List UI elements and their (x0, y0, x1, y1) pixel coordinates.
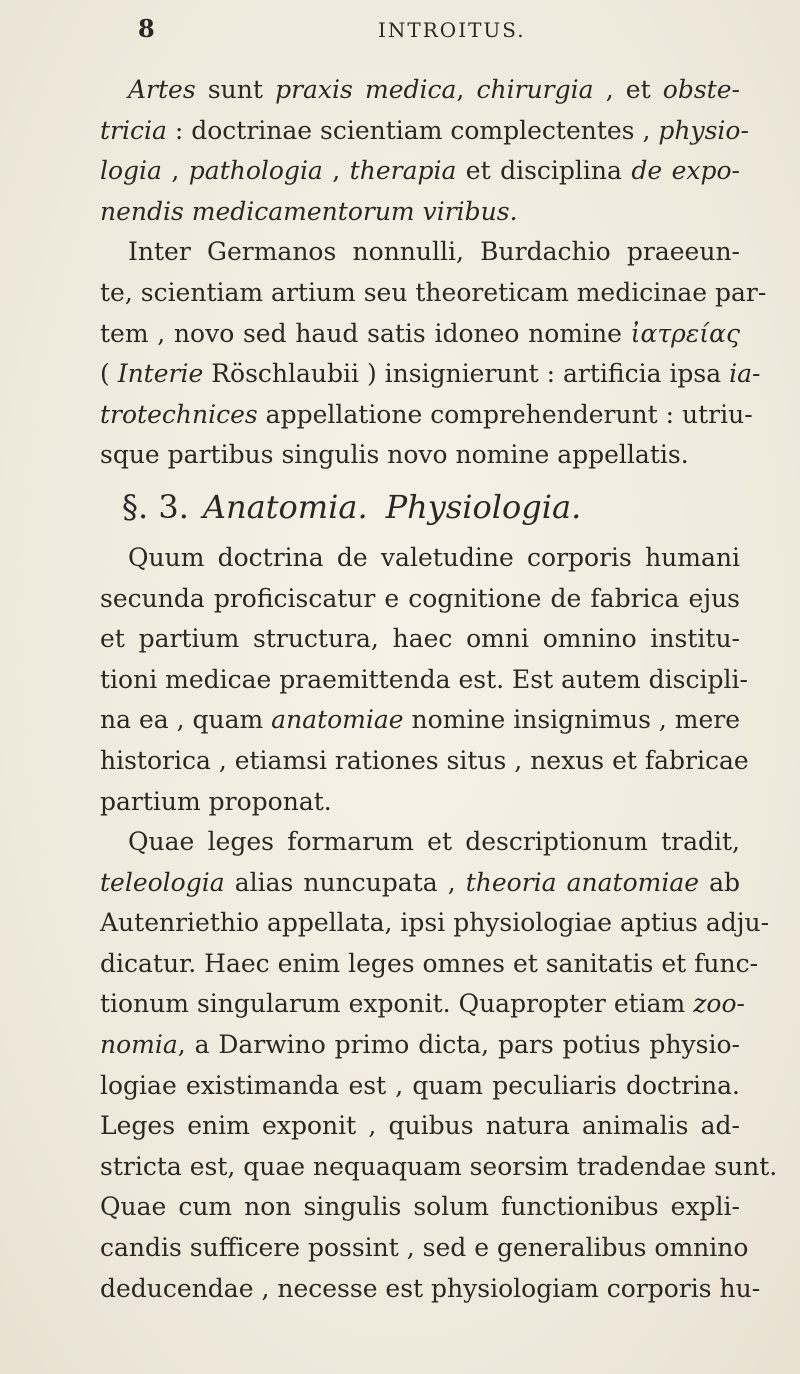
text-run: sunt (195, 75, 276, 104)
term-theoria-anatomiae: theoria anatomiae (465, 867, 700, 897)
term-physiologia: physio- (658, 115, 749, 145)
text-line (100, 700, 740, 741)
text-line: tioni medicae praemittenda est. Est autem discipli- (100, 664, 748, 694)
text-run: nomine insignimus , mere (403, 705, 740, 735)
text-line: candis sufficere possint , sed e generalibus omnino (100, 1233, 749, 1263)
section-heading (100, 476, 740, 538)
text-line: Quae leges formarum et descriptionum tradit, (128, 827, 740, 857)
text-run: tem , novo sed haud satis idoneo nomine (100, 318, 631, 348)
text-line: secunda proficiscatur e cognitione de fabrica ejus (100, 583, 740, 613)
text-line (100, 151, 740, 192)
term-de-exponendis: de expo- (631, 156, 740, 186)
text-run: appellatione comprehenderunt : utriu- (257, 399, 753, 429)
text-run: , (456, 75, 477, 104)
text-line (100, 395, 753, 436)
text-line (100, 314, 740, 355)
term-zoonomia-end: nomia (100, 1030, 178, 1060)
text-line: te, scientiam artium seu theoreticam medicinae par- (100, 277, 767, 307)
term-iatrotechnices-end: trotechnices (100, 399, 258, 429)
text-line: logiae existimanda est , quam peculiaris doctrina. (100, 1070, 740, 1100)
text-line: Leges enim exponit , quibus natura animalis ad- (100, 1111, 740, 1141)
term-anatomiae: anatomiae (271, 705, 404, 735)
text-run: et disciplina (456, 156, 632, 186)
text-run: , et (593, 75, 663, 104)
body-text (100, 70, 778, 1309)
section-title-physiologia: Physiologia. (385, 487, 582, 526)
text-line (100, 192, 740, 233)
text-line (100, 1025, 740, 1066)
term-interie: Interie (117, 359, 204, 389)
term-physiologia-end: logia (100, 156, 162, 186)
text-line: partium proponat. (100, 786, 332, 816)
text-run: , a Darwino primo dicta, pars potius physio- (177, 1030, 740, 1060)
text-line: historica , etiamsi rationes situs , nexus et fabricae (100, 745, 749, 775)
text-line (100, 354, 761, 395)
term-praxis-medica: praxis medica (275, 75, 457, 104)
text-line: Quum doctrina de valetudine corporis humani (128, 542, 740, 572)
term-obstetricia-end: tricia (100, 115, 167, 145)
running-head (0, 14, 800, 48)
term-zoonomia: zoo- (693, 989, 745, 1019)
text-run: : doctrinae scientiam complectentes , (166, 115, 659, 145)
text-line: Quae cum non singulis solum functionibus expli- (100, 1192, 740, 1222)
text-line: dicatur. Haec enim leges omnes et sanitatis et func- (100, 948, 759, 978)
term-pathologia: pathologia (188, 156, 323, 186)
text-run: Röschlaubii ) insignierunt : artificia ipsa (203, 359, 730, 389)
term-therapia: therapia (349, 156, 457, 186)
page-number: 8 (138, 14, 155, 43)
term-obstetricia: obste- (662, 75, 740, 104)
text-line: Autenriethio appellata, ipsi physiologiae aptius adju- (100, 908, 770, 938)
text-run: ab (699, 867, 740, 897)
text-run: alias nuncupata , (224, 867, 466, 897)
text-run: tionum singularum exponit. Quapropter etiam (100, 989, 694, 1019)
text-run: , (161, 156, 189, 186)
section-number: §. 3. (122, 487, 189, 526)
term-chirurgia: chirurgia (476, 75, 594, 104)
text-line (100, 863, 740, 904)
term-iatrotechnices: ia- (729, 359, 761, 389)
text-run: , (322, 156, 350, 186)
term-medicamentorum-viribus: nendis medicamentorum viribus. (100, 196, 518, 226)
text-run: na ea , quam (100, 705, 272, 735)
text-run: ( (100, 359, 118, 389)
text-line (100, 111, 749, 152)
section-title-anatomia: Anatomia. (202, 487, 368, 526)
text-line (100, 70, 740, 111)
text-line: sque partibus singulis novo nomine appellatis. (100, 440, 689, 470)
text-line: deducendae , necesse est physiologiam corporis hu- (100, 1273, 761, 1303)
text-line (100, 984, 745, 1025)
term-artes: Artes (128, 75, 196, 104)
text-line: et partium structura, haec omni omnino institu- (100, 624, 740, 654)
term-teleologia: teleologia (100, 867, 225, 897)
text-line: stricta est, quae nequaquam seorsim tradendae sunt. (100, 1151, 778, 1181)
text-line: Inter Germanos nonnulli, Burdachio praeeun- (128, 237, 740, 267)
greek-term: ἰατρείας (630, 318, 740, 348)
running-title: INTROITUS. (378, 18, 526, 42)
